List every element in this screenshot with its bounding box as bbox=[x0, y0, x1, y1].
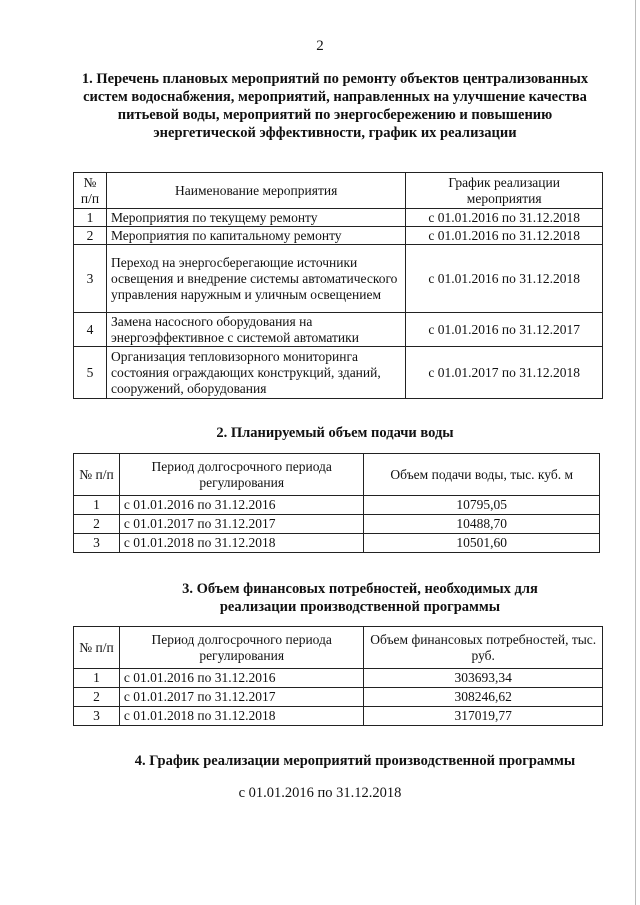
row-activity: Переход на энергосберегающие источники освещения и внедрение системы автоматического управления наружным и уличным освещением bbox=[106, 245, 405, 313]
row-period: с 01.01.2017 по 31.12.2017 bbox=[119, 688, 364, 707]
section3-title: 3. Объем финансовых потребностей, необходимых для реализации производственной программы bbox=[182, 581, 538, 615]
col-period: Период долгосрочного периода регулирования bbox=[119, 454, 364, 496]
col-number: № п/п bbox=[74, 627, 120, 669]
row-number: 3 bbox=[74, 707, 120, 726]
table-header-row bbox=[74, 454, 600, 496]
section4-title: 4. График реализации мероприятий производственной программы bbox=[134, 753, 576, 769]
row-activity: Мероприятия по капитальному ремонту bbox=[106, 227, 405, 245]
row-number: 4 bbox=[74, 313, 107, 347]
row-activity: Мероприятия по текущему ремонту bbox=[106, 209, 405, 227]
col-water-volume: Объем подачи воды, тыс. куб. м bbox=[364, 454, 600, 496]
row-schedule: с 01.01.2016 по 31.12.2018 bbox=[406, 245, 603, 313]
table-row bbox=[74, 347, 603, 399]
row-value: 10795,05 bbox=[364, 496, 600, 515]
col-number: № п/п bbox=[74, 173, 107, 209]
page-edge-shadow bbox=[635, 0, 636, 905]
row-period: с 01.01.2016 по 31.12.2016 bbox=[119, 496, 364, 515]
section1-title: 1. Перечень плановых мероприятий по ремонту объектов централизованных систем водоснабжения, мероприятий, направленных на улучшение качества питьевой воды, мероприятий по энергосбережению и повышению энергетической эффективности, график их реализации bbox=[81, 71, 589, 141]
row-schedule: с 01.01.2016 по 31.12.2018 bbox=[406, 209, 603, 227]
table-row bbox=[74, 496, 600, 515]
row-number: 5 bbox=[74, 347, 107, 399]
row-value: 303693,34 bbox=[364, 669, 603, 688]
row-period: с 01.01.2018 по 31.12.2018 bbox=[119, 534, 364, 553]
row-value: 10488,70 bbox=[364, 515, 600, 534]
table-row bbox=[74, 227, 603, 245]
row-number: 2 bbox=[74, 688, 120, 707]
col-period: Период долгосрочного периода регулирования bbox=[119, 627, 364, 669]
table-row bbox=[74, 209, 603, 227]
table-row bbox=[74, 688, 603, 707]
row-number: 3 bbox=[74, 534, 120, 553]
page-number: 2 bbox=[316, 38, 324, 54]
row-value: 317019,77 bbox=[364, 707, 603, 726]
section3-table bbox=[73, 626, 603, 726]
row-period: с 01.01.2017 по 31.12.2017 bbox=[119, 515, 364, 534]
row-number: 1 bbox=[74, 209, 107, 227]
row-number: 1 bbox=[74, 496, 120, 515]
section2-title: 2. Планируемый объем подачи воды bbox=[216, 425, 454, 441]
row-schedule: с 01.01.2016 по 31.12.2018 bbox=[406, 227, 603, 245]
table-header-row bbox=[74, 173, 603, 209]
row-number: 2 bbox=[74, 227, 107, 245]
table-row bbox=[74, 245, 603, 313]
row-schedule: с 01.01.2017 по 31.12.2018 bbox=[406, 347, 603, 399]
section2-table bbox=[73, 453, 600, 553]
row-activity: Организация тепловизорного мониторинга состояния ограждающих конструкций, зданий, сооружений, оборудования bbox=[106, 347, 405, 399]
row-period: с 01.01.2018 по 31.12.2018 bbox=[119, 707, 364, 726]
row-schedule: с 01.01.2016 по 31.12.2017 bbox=[406, 313, 603, 347]
section4-period: с 01.01.2016 по 31.12.2018 bbox=[238, 785, 402, 801]
table-header-row bbox=[74, 627, 603, 669]
table-row bbox=[74, 669, 603, 688]
row-number: 3 bbox=[74, 245, 107, 313]
table-row bbox=[74, 313, 603, 347]
section1-table bbox=[73, 172, 603, 399]
row-number: 2 bbox=[74, 515, 120, 534]
table-row bbox=[74, 534, 600, 553]
col-financial-needs: Объем финансовых потребностей, тыс. руб. bbox=[364, 627, 603, 669]
col-schedule: График реализации мероприятия bbox=[406, 173, 603, 209]
row-activity: Замена насосного оборудования на энергоэффективное с системой автоматики bbox=[106, 313, 405, 347]
row-period: с 01.01.2016 по 31.12.2016 bbox=[119, 669, 364, 688]
table-row bbox=[74, 515, 600, 534]
row-number: 1 bbox=[74, 669, 120, 688]
table-row bbox=[74, 707, 603, 726]
row-value: 308246,62 bbox=[364, 688, 603, 707]
col-number: № п/п bbox=[74, 454, 120, 496]
row-value: 10501,60 bbox=[364, 534, 600, 553]
col-activity-name: Наименование мероприятия bbox=[106, 173, 405, 209]
